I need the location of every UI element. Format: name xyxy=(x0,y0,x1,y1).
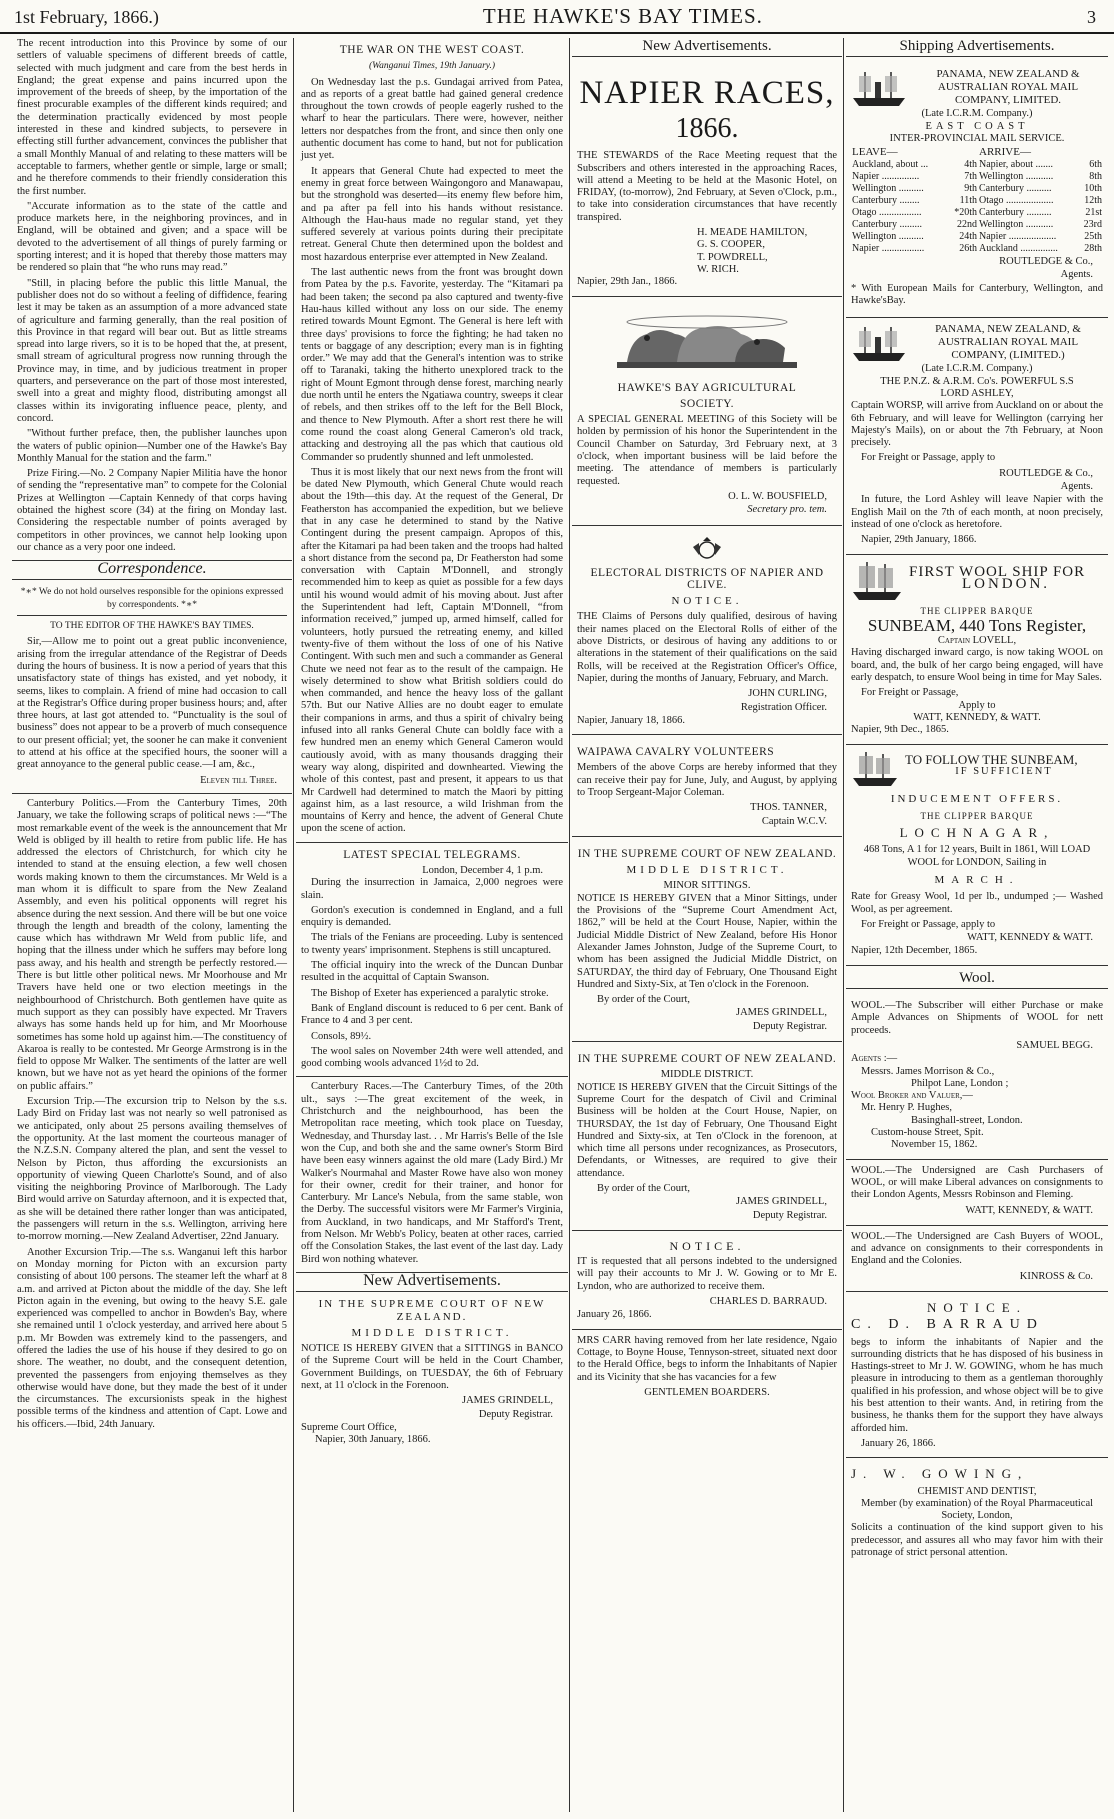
letter-signature: Eleven till Three. xyxy=(200,774,277,786)
barraud-notice-ad xyxy=(846,1292,1108,1458)
electoral-ad xyxy=(572,526,842,736)
follow-condition: IF SUFFICIENT xyxy=(955,765,1053,777)
notice-label: NOTICE. xyxy=(927,1300,1027,1315)
freight-line: For Freight or Passage, xyxy=(861,687,959,699)
races-steward: H. MEADE HAMILTON, xyxy=(697,227,808,239)
electoral-signatory: JOHN CURLING, xyxy=(748,688,827,700)
court-body: NOTICE IS HEREBY GIVEN that the Circuit Sittings of the Supreme Court for the despatch of Civil and Criminal Business will be holden at the Court House, Napier, on THURSDAY, the 1st day of February, One Thousand Eight Hundred and Sixty-six, at Ten o'Clock in the forenoon, at which time all persons under recognizances, as Prosecutors, Defendants, or Witnesses, are required to give their attendance. xyxy=(577,1081,837,1179)
column-2 xyxy=(296,38,568,1812)
new-advertisements-heading: New Advertisements. xyxy=(296,1272,568,1292)
boarders-body: MRS CARR having removed from her late residence, Ngaio Cottage, to Boyne House, Tennyson-street, situated next door to the Herald Office, begs to inform the Inhabitants of Napier and its Vicinity that she has vacancies for a few xyxy=(577,1334,837,1383)
agri-signatory: O. L. W. BOUSFIELD, xyxy=(728,490,827,502)
company-former-name: (Late I.C.R.M. Company.) xyxy=(921,108,1033,120)
column-rule xyxy=(293,38,294,1812)
canterbury-races-article: Canterbury Races.—The Canterbury Times, of the 20th ult., says :—The great excitement of the week, in Christchurch and the neighbourhood, has been the Metropolitan race meeting, which took place on Tuesday, Wednesday, and Thursday last. . . Mr Harris's Belle of the Isle won the Cup, and both she and the same owner's Storm Bird have been easy winners against the old mare (Lady Bird.) Mr Walker's Nourmahal and Master Rowe have also won money for their owner, credit for their trainer, and honor for Canterbury. Mr Lance's Nebula, from the same stable, won the Derby. The successful visitors were Mr Farmer's Virginia, from Auckland, in two handicaps, and Mr Stafford's Trent, from Nelson. Mr Webb's Policy, beaten at other races, carried off the Consolation Stakes, the last event of the last day. Lady Bird won nothing whatever. xyxy=(301,1081,563,1265)
ad-date: January 26, 1866. xyxy=(861,1437,936,1449)
table-row: Napier ................. 26th Auckland ............... 28th xyxy=(852,243,1102,255)
royal-crest-icon xyxy=(689,537,725,561)
wool-ship-destination: LONDON. xyxy=(961,575,1051,592)
livestock-engraving-icon xyxy=(617,308,797,376)
lochnagar-ad xyxy=(846,745,1108,966)
letter-body: Sir,—Allow me to point out a great public inconvenience, arising from the irregular attendance of the Registrar of Deeds during the hours of business. It is now a period of years that this unsatisfactory state of things has existed, and yet nobody, it seems, likes to complain. A friend of mine had occasion to call at the Registrar's Office during proper business hours; and, after three hours, at last got attended to. “Punctuality is the soul of business” does not appear to be a proverb of much consequence to our present official; yet, the sooner he can make it convenient to attend at his office at the specified hours, the sooner will a great annoyance to the general public cease.—I am, &c., xyxy=(17,636,287,771)
begg-broker: Mr. Henry P. Hughes, xyxy=(861,1102,952,1114)
kinross-body: WOOL.—The Undersigned are Cash Buyers of WOOL, and advance on consignments to their correspondents in England and the Colonies. xyxy=(851,1230,1103,1267)
races-title: NAPIER RACES, xyxy=(579,75,835,112)
company-former-name: (Late I.C.R.M. Company.) xyxy=(921,363,1033,375)
court-heading: IN THE SUPREME COURT OF NEW ZEALAND. xyxy=(577,1053,837,1066)
begg-agent-address: Philpot Lane, London ; xyxy=(911,1077,1009,1089)
mail-footnote: * With European Mails for Canterbury, Wellington, and Hawke'sBay. xyxy=(851,282,1103,307)
boarders-tail: GENTLEMEN BOARDERS. xyxy=(644,1386,770,1398)
war-source: (Wanganui Times, 19th January.) xyxy=(368,61,496,72)
table-row: Canterbury ......... 22nd Wellington ........... 23rd xyxy=(852,219,1102,231)
service-line: INTER-PROVINCIAL MAIL SERVICE. xyxy=(889,132,1065,144)
agri-title: HAWKE'S BAY AGRICULTURAL xyxy=(617,381,797,394)
war-paragraph: It appears that General Chute had expected to meet the enemy in great force between Waingongoro and Manawapau, but the stronghold was deserted—its enemy flew before him, and pa after pa fell into his hands without resistance. Although the Hau-haus made no regular stand, yet they suffered severely at various points during their precipitate retreat. General Chute then determined upon the boldest and most hazardous enterprise ever attempted in New Zealand. xyxy=(301,165,563,263)
court-signatory: JAMES GRINDELL, xyxy=(736,1007,827,1019)
electoral-date: Napier, January 18, 1866. xyxy=(577,714,686,726)
panama-mail-ad xyxy=(846,63,1108,318)
cavalry-body: Members of the above Corps are hereby informed that they can receive their pay for June, July, and August, by applying to Troop Sergeant-Major Coleman. xyxy=(577,762,837,798)
court-heading: IN THE SUPREME COURT OF NEW ZEALAND. xyxy=(318,1298,546,1323)
sailing-ship-icon xyxy=(851,560,903,602)
gowing-body: Solicits a continuation of the kind support given to his predecessor, and assures all who may favor him with their patronage of strict personal attention. xyxy=(851,1522,1103,1559)
table-row: Auckland, about ... 4th Napier, about ....... 6th xyxy=(852,159,1102,171)
table-row: Wellington .......... 9th Canterbury .......... 10th xyxy=(852,183,1102,195)
ad-date: Napier, 12th December, 1865. xyxy=(851,945,978,957)
vessel-type: THE CLIPPER BARQUE xyxy=(920,605,1034,616)
napier-races-ad xyxy=(572,63,842,296)
table-row: Otago ................. *20th Canterbury .......... 21st xyxy=(852,207,1102,219)
company-name: PANAMA, NEW ZEALAND, & AUSTRALIAN ROYAL MAIL COMPANY, (LIMITED.) xyxy=(935,323,1081,362)
kinross-wool-ad xyxy=(846,1226,1108,1292)
war-heading: THE WAR ON THE WEST COAST. xyxy=(339,44,525,56)
electoral-body: THE Claims of Persons duly qualified, desirous of having their names placed on the Electoral Rolls of either of the above Districts, or desirous of having any additions to or alterations in the statement of their qualifications on the said Rolls, will be received at the Registration Officer's Office, Napier, during the months of January, February, and March. xyxy=(577,611,837,684)
table-row: Canterbury ........ 11th Otago ................... 12th xyxy=(852,195,1102,207)
vessel-name: LOCHNAGAR, xyxy=(899,825,1055,841)
intro-paragraph: The recent introduction into this Province by some of our settlers of valuable specimens of different breeds of cattle, selected with much judgment and care from the best herds in England; the great expense and pains incurred upon the improvement of the breeds of sheep, by the importation of the finest procurable examples of the different kinds required; and the determination practically evidenced by most people interested in these and kindred subjects, to persevere in effecting still further advancement, convinces the publisher that a small Monthly Manual of and relating to these matters will be acceptable to farmers, whether gentle or simple, large or small; and he therefore commends to their friendly consideration this the first number. xyxy=(17,38,287,197)
freight-rate: Rate for Greasy Wool, 1d per lb., undumped ;— Washed Wool, as per agreement. xyxy=(851,891,1103,915)
watt-body: WOOL.—The Undersigned are Cash Purchasers of WOOL, or will make Liberal advances on consignments to their London Agents, Messrs Robinson and Fleming. xyxy=(851,1164,1103,1201)
court-notice: NOTICE IS HEREBY GIVEN that a SITTINGS in BANCO of the Supreme Court will be held in the Court Chamber, Government Buildings, on TUESDAY, the 6th of February next, at 11 o'clock in the Forenoon. xyxy=(301,1343,563,1391)
watt-kennedy-wool-ad xyxy=(846,1160,1108,1226)
sunbeam-wool-ship-ad xyxy=(846,555,1108,745)
canterbury-politics-article: Canterbury Politics.—From the Canterbury Times, 20th January, we take the following scraps of political news :—“The most remarkable event of the week is the announcement that Mr Weld is obliged by ill health to retire from public life. He has addressed the electors of Christchurch, for which city he intended to stand at the ensuing election, a few well chosen words making known to them the circumstances. Mr Weld is a man whom it is difficult to spare from the New Zealand Assembly, and even his political opponents will regret his absence during the next session. And there will be but one voice through the length and breadth of the colony, lamenting the cause which has withdrawn Mr Weld from public life, and hoping that the illness under which he suffers may before long pass away, and his health and strength be perfectly restored.—There is but little other political news. Mr Moorhouse and Mr Travers have held one or two election meetings in the neighbourhood of Christchurch. Both gentlemen have quite as much support as they can possibly have expected. Mr Travers always has some hands held up for him, and Mr Moorhouse sometimes has some hold up against him.—The constituency of Akaroa is really to be contested. Mr George Armstrong is in the field to oppose Mr Walker. The sentiments of the latter are well known, but we have not as yet heard the opinions of the former on public affairs.” xyxy=(17,797,287,1092)
steamship-icon xyxy=(851,323,907,363)
ship-name: LORD ASHLEY, xyxy=(940,387,1014,399)
newspaper-title: THE HAWKE'S BAY TIMES. xyxy=(482,4,763,28)
lord-ashley-ad xyxy=(846,318,1108,554)
steamer-line: THE P.N.Z. & A.R.M. Co's. POWERFUL S.S xyxy=(880,375,1074,387)
service-line: EAST COAST xyxy=(925,120,1029,132)
correspondence-heading: Correspondence. xyxy=(12,560,292,580)
page-number: 3 xyxy=(1087,7,1096,27)
cavalry-role: Captain W.C.V. xyxy=(761,815,827,827)
cavalry-heading: WAIPAWA CAVALRY VOLUNTEERS xyxy=(577,746,775,759)
shipping-advertisements-heading: Shipping Advertisements. xyxy=(846,38,1108,57)
begg-agents-label: Agents :— xyxy=(851,1053,898,1065)
telegram-item: During the insurrection in Jamaica, 2,000 negroes were slain. xyxy=(301,877,563,901)
watt-signatory: WATT, KENNEDY, & WATT. xyxy=(965,1204,1093,1216)
arrive-header: ARRIVE— xyxy=(979,146,1031,159)
future-schedule: In future, the Lord Ashley will leave Napier with the English Mail on the 7th of each month, at noon precisely, instead of one o'clock as heretofore. xyxy=(851,494,1103,530)
races-body: THE STEWARDS of the Race Meeting request that the Subscribers and others interested in the approaching Races, will attend a Meeting to be held at the Masonic Hotel, on FRIDAY, (to-morrow), 2nd February, at Seven o'Clock, p.m., to take into consideration circumstances that have recently transpired. xyxy=(577,150,837,223)
court-signatory: JAMES GRINDELL, xyxy=(736,1196,827,1208)
column-4 xyxy=(846,38,1108,1812)
vessel-details: 468 Tons, A 1 for 12 years, Built in 1861, Will LOAD WOOL for LONDON, Sailing in xyxy=(863,844,1091,868)
apply-line: Apply to xyxy=(958,699,996,711)
vessel-captain: Captain LOVELL, xyxy=(937,635,1017,647)
agricultural-society-ad xyxy=(572,297,842,526)
steamship-icon xyxy=(851,68,907,108)
samuel-begg-ad xyxy=(846,995,1108,1160)
races-steward: W. RICH. xyxy=(697,263,739,275)
column-rule xyxy=(843,38,844,1812)
telegram-item: The wool sales on November 24th were well attended, and good combing wools advanced 1½d to 2d. xyxy=(301,1045,563,1070)
barraud-name: C. D. BARRAUD xyxy=(851,1317,1044,1333)
court-heading: IN THE SUPREME COURT OF NEW ZEALAND. xyxy=(577,847,837,860)
cavalry-signatory: THOS. TANNER, xyxy=(750,802,827,814)
freight-line: For Freight or Passage, apply to xyxy=(861,452,996,464)
agri-body: A SPECIAL GENERAL MEETING of this Society will be holden by permission of his honor the Superintendent in the Council Chamber on Saturday, 3rd February next, at 3 o'clock, when important business will be laid before the meeting. The attendance of members is particularly requested. xyxy=(577,414,837,487)
column-rule xyxy=(569,38,570,1812)
vessel-type: THE CLIPPER BARQUE xyxy=(920,810,1034,821)
races-date: Napier, 29th Jan., 1866. xyxy=(577,276,678,288)
correspondence-note: *∗* We do not hold ourselves responsible for the opinions expressed by correspondents. *∗* xyxy=(20,587,284,610)
table-row: Wellington .......... 24th Napier ................... 25th xyxy=(852,231,1102,243)
races-steward: G. S. COOPER, xyxy=(697,239,765,251)
kinross-signatory: KINROSS & Co. xyxy=(1019,1270,1093,1282)
war-paragraph: The last authentic news from the front was brought down from Patea by the p.s. Favorite, yesterday. The “Kitamari pa had been taken; the second pa also captured and twenty-five Hau-haus killed without any loss on our side. The enemy retired towards Mount Egmont. The General is here left with three days' provisions to force the fighting; he had taken no tents or baggage of any description; every man is in fighting order.” We may add that the General's intention was to strike off to Taranaki, taking the hitherto unexplored track to the right of Mount Egmont through dense forest, marching nearly due north until he enters the Ngatiawa country, sweeps it clear of rebels, and then strikes off to the left for the Bell Block, and thence to New Plymouth. After a short rest there he will come round the coast along General Cameron's old track, attacking and destroying all the pas which that cautious old Commander so prudently shunned and left unmolested. xyxy=(301,267,563,463)
intro-paragraph: "Still, in placing before the public this little Manual, the publisher does not do so without a feeling of diffidence, fearing lest it may be taken as an assumption of a more advanced state of agriculture and farming generally, than the real position of this Province in that regard will bear out. But as little streams spread into large rivers, so it is to be hoped that the, at present, small stream of agricultural progress now running through the Province may, in time, and by judicious treatment in proper quarters, and perseverance on the part of those most interested, swell into a great and mighty flood, distributing amongst all classes within its invigorating influence peace, plenty, and concord. xyxy=(17,277,287,424)
begg-address: Custom-house Street, Spit. xyxy=(871,1127,984,1139)
minor-sittings-ad xyxy=(572,837,842,1042)
masthead xyxy=(0,0,1114,34)
barraud-accounts-ad xyxy=(572,1231,842,1330)
agent-name: ROUTLEDGE & Co., xyxy=(999,256,1093,268)
court-district: MIDDLE DISTRICT. xyxy=(351,1326,513,1339)
telegram-item: The Bishop of Exeter has experienced a paralytic stroke. xyxy=(311,987,549,999)
sailing-ship-icon xyxy=(851,750,899,788)
electoral-heading: ELECTORAL DISTRICTS OF NAPIER AND CLIVE. xyxy=(590,566,824,591)
ad-date: November 15, 1862. xyxy=(891,1139,978,1151)
prize-firing-article: Prize Firing.—No. 2 Company Napier Militia have the honor of sending the “representative man” to compete for the Colonial Prizes at Wellington —Captain Kennedy of that corps having obtained the highest score (34) at the firing on Monday last. Considering the respectable number of points averaged by competitors in other provinces, we cannot help looking upon our chance as a very poor one indeed. xyxy=(17,468,287,553)
court-order: By order of the Court, xyxy=(597,1183,691,1194)
court-role: Deputy Registrar. xyxy=(752,1209,827,1221)
sailing-month: MARCH. xyxy=(934,873,1020,886)
sailing-details: Captain WORSP, will arrive from Auckland on or about the 6th February, and will leave for Wellington (carrying her Majesty's Mails), on or about the 7th February, at Noon precisely. xyxy=(851,400,1103,449)
table-row: Napier ............... 7th Wellington ........... 8th xyxy=(852,171,1102,183)
ad-date: Napier, 9th Dec., 1865. xyxy=(851,724,949,736)
circuit-sittings-ad xyxy=(572,1042,842,1231)
gowing-ad xyxy=(851,1458,1103,1559)
telegram-item: Bank of England discount is reduced to 6 per cent. Bank of France to 4 and 3 per cent. xyxy=(301,1002,563,1027)
vessel-details: Having discharged inward cargo, is now taking WOOL on board, and, the bulk of her cargo being engaged, will have early despatch, to ensure Wool being in time for May Sales. xyxy=(851,647,1103,684)
races-steward: T. POWDRELL, xyxy=(697,251,768,263)
court-date: Napier, 30th January, 1866. xyxy=(315,1434,431,1446)
electoral-role: Registration Officer. xyxy=(740,701,827,713)
column-1 xyxy=(12,38,292,1812)
boarders-ad xyxy=(577,1330,837,1399)
begg-broker-label: Wool Broker and Valuer,— xyxy=(851,1090,973,1102)
electoral-notice-label: NOTICE. xyxy=(671,595,743,608)
gowing-name: J. W. GOWING, xyxy=(851,1466,1029,1482)
excursion-trip-article: Excursion Trip.—The excursion trip to Nelson by the s.s. Lady Bird on Friday last was not nearly so well patronised as we anticipated, only about 25 persons availing themselves of the opportunity. At the last moment the courteous manager of the N.Z.S.N. Company altered the plan, and sent the vessel to Nelson by Picton, thus affording the excursionists an opportunity of viewing Queen Charlotte's Sound, and of also visiting the neighboring Province of Marlborough. The Lady Bird would arrive on Saturday afternoon, and it is expected that, as she will be detained there rather longer than was anticipated, the passengers will return in the s.s. Wellington, arriving here to-morrow morning.—New Zealand Advertiser, 22nd January. xyxy=(17,1096,288,1243)
new-advertisements-heading: New Advertisements. xyxy=(572,38,842,57)
notice-label: NOTICE. xyxy=(669,1238,745,1253)
wool-ship-title: FIRST WOOL SHIP FOR xyxy=(909,563,1086,580)
accounts-date: January 26, 1866. xyxy=(577,1309,652,1321)
freight-line: For Freight or Passage, apply to xyxy=(861,918,996,930)
gowing-title: CHEMIST AND DENTIST, xyxy=(917,1485,1037,1497)
court-office: Supreme Court Office, xyxy=(301,1421,397,1433)
follow-inducement: INDUCEMENT OFFERS. xyxy=(890,792,1064,805)
wool-heading: Wool. xyxy=(846,970,1108,989)
barraud-body: begs to inform the inhabitants of Napier and the surrounding districts that he has disposed of his business in Hastings-street to Mr J. W. GOWING, whom he has much pleasure in introducing to them as a gentleman thoroughly qualified in his profession, and whose object will be to give his best attention to their wants. And, in retiring from the business, he thanks them for the support they have always afforded him. xyxy=(851,1336,1103,1434)
agent-name: WATT, KENNEDY, & WATT. xyxy=(913,711,1041,723)
court-body: NOTICE IS HEREBY GIVEN that a Minor Sittings, under the Provisions of the “Supreme Court Amendment Act, 1862,” will be held at the Court House, Napier, within the Judicial Middle District of New Zealand, before His Honor Alexander James Johnston, Judge of the Supreme Court, to whom has been assigned the Judicial Middle District, on SATURDAY, the third day of February, One Thousand Eight Hundred and Sixty-Six, at Ten o'clock in the Forenoon. xyxy=(577,892,837,990)
agent-label: Agents. xyxy=(1060,481,1093,493)
intro-paragraph: "Without further preface, then, the publisher launches upon the waters of public opinion—Number one of the Hawke's Bay Monthly Manual for the station and the farm." xyxy=(17,428,287,464)
agri-subtitle: SOCIETY. xyxy=(680,397,734,410)
court-signatory: JAMES GRINDELL, xyxy=(462,1395,553,1407)
court-district: MIDDLE DISTRICT. xyxy=(660,1069,754,1081)
agent-name: WATT, KENNEDY & WATT. xyxy=(967,932,1093,944)
begg-body: WOOL.—The Subscriber will either Purchase or make Ample Advances on Shipments of WOOL for nett proceeds. xyxy=(851,1000,1103,1036)
telegrams-dateline: London, December 4, 1 p.m. xyxy=(422,865,543,876)
telegram-item: Gordon's execution is condemned in England, and a full enquiry is demanded. xyxy=(301,904,563,929)
cavalry-ad xyxy=(572,735,842,837)
telegram-item: Consols, 89½. xyxy=(311,1030,372,1042)
gowing-member: Member (by examination) of the Royal Pharmaceutical Society, London, xyxy=(860,1497,1094,1522)
court-district: MIDDLE DISTRICT. xyxy=(626,864,788,877)
column-3 xyxy=(572,38,842,1812)
agri-role: Secretary pro. tem. xyxy=(747,504,827,516)
agent-label: Agents. xyxy=(1060,269,1093,281)
leave-header: LEAVE— xyxy=(852,146,898,159)
begg-signatory: SAMUEL BEGG. xyxy=(1016,1039,1093,1051)
accounts-signatory: CHARLES D. BARRAUD. xyxy=(709,1296,827,1308)
vessel-name: SUNBEAM, 440 Tons Register, xyxy=(867,615,1087,635)
accounts-body: IT is requested that all persons indebted to the undersigned will pay their accounts to Mr J. W. Gowing or to Mr E. Lyndon, who are authorized to receive them. xyxy=(577,1256,837,1292)
mail-timetable xyxy=(851,145,1103,255)
war-paragraph: On Wednesday last the p.s. Gundagai arrived from Patea, and as reports of a great battle had gained general credence throughout the town crowds of people eagerly rushed to the wharf to hear the particulars. There were, however, neither letters nor despatches from the front, and since then only one authentic document has come to hand, but not for publication just yet. xyxy=(301,76,563,162)
telegram-item: The official inquiry into the wreck of the Duncan Dunbar resulted in the acquittal of Captain Swanson. xyxy=(301,960,563,984)
court-role: Deputy Registrar. xyxy=(752,1020,827,1032)
telegram-item: The trials of the Fenians are proceeding. Luby is sentenced to twenty years' imprisonment. Stephens is still uncaptured. xyxy=(301,932,563,956)
agent-name: ROUTLEDGE & Co., xyxy=(999,467,1093,479)
court-order: By order of the Court, xyxy=(597,994,691,1006)
another-excursion-article: Another Excursion Trip.—The s.s. Wanganui left this harbor on Monday morning for Picton with an excursion party consisting of about 100 persons. The steamer left the wharf at 8 a.m. and arrived at Picton about the middle of the day. She left Picton again in the evening, but owing to the heavy S.E. gale experienced was compelled to anchor in Bowden's Bay, where she remained until 1 o'clock yesterday, and arrived here about 5 p.m. Mr Bowden was extremely kind to the passengers, and offered the ladies the use of his house if they desired to go on shore. The weather, no doubt, and the consequent detention, prevented the passengers from enjoying themselves as they otherwise would have done, but they made the best of it under the circumstances. The excursionists speak in the highest possible terms of the kindness and attention of Capt. Lowe and his officers.—Ibid, 24th January. xyxy=(17,1246,287,1430)
ad-date: Napier, 29th January, 1866. xyxy=(861,534,977,546)
follow-title: TO FOLLOW THE SUNBEAM, xyxy=(905,751,1078,767)
letter-addressee: TO THE EDITOR OF THE HAWKE'S BAY TIMES. xyxy=(17,615,287,632)
company-name: PANAMA, NEW ZEALAND & AUSTRALIAN ROYAL MAIL COMPANY, LIMITED. xyxy=(936,68,1080,107)
intro-paragraph: "Accurate information as to the state of the cattle and produce markets here, in the neighboring provinces, and in England, will be obtained and given; and a space will be devoted to the advertisement of all things of purely farming or sporting interest; and it is hoped that thereby those matters may be rendered so plain that “he who runs may read.” xyxy=(17,200,287,274)
races-year: 1866. xyxy=(675,113,739,145)
telegrams-heading: LATEST SPECIAL TELEGRAMS. xyxy=(343,848,521,861)
issue-date: 1st February, 1866.) xyxy=(14,7,159,27)
court-signatory-role: Deputy Registrar. xyxy=(478,1408,553,1420)
court-subheading: MINOR SITTINGS. xyxy=(663,880,751,892)
war-paragraph: Thus it is most likely that our next news from the front will be dated New Plymouth, which General Chute would reach about the 19th—this day. At the request of the General, Dr Featherston has accompanied the expedition, but we believe that in any case he determined to stand by the Native Contingent during the present campaign. Apropos of this, after the Kitamari pa had been taken and the troops had halted a short distance from the second pa, Dr Featherston had some conversation with Captain M'Donnell, and strongly recommended him to keep as quiet as possible for a few days until his wound would admit of his moving about. Just after the Superintendent had left, Captain M'Donnell, “from information received,” jumped up, armed himself, called for volunteers, hotly pursued the retreating enemy, and killed twenty-five of them without the loss of one of his Native Contingent. With such men and such a commander as General Chute we need not fear as to the result of the campaign. He wisely determined to show what British soldiers could do when commanded, and hence the heavy loss of the gallant 57th. But our Native Allies are no doubt eager to emulate their companions in arms, and thus a spirit of chivalry being infused into all ranks General Chute can boldly face with a few hundred men an enemy which General Cameron would cautiously avoid, with as many thousands dragging their weary way along, dispirited and downhearted. Viewing the whole of this contest, past and present, it appears to us that Mr Cardwell had determined to match the Maori by pitting against him, as a last resource, a wild Irishman from the mountains of Kerry and hence, the advent of General Chute upon the scene of action. xyxy=(301,466,563,835)
begg-broker-address: Basinghall-street, London. xyxy=(911,1114,1023,1126)
begg-agent: Messrs. James Morrison & Co., xyxy=(861,1065,995,1077)
